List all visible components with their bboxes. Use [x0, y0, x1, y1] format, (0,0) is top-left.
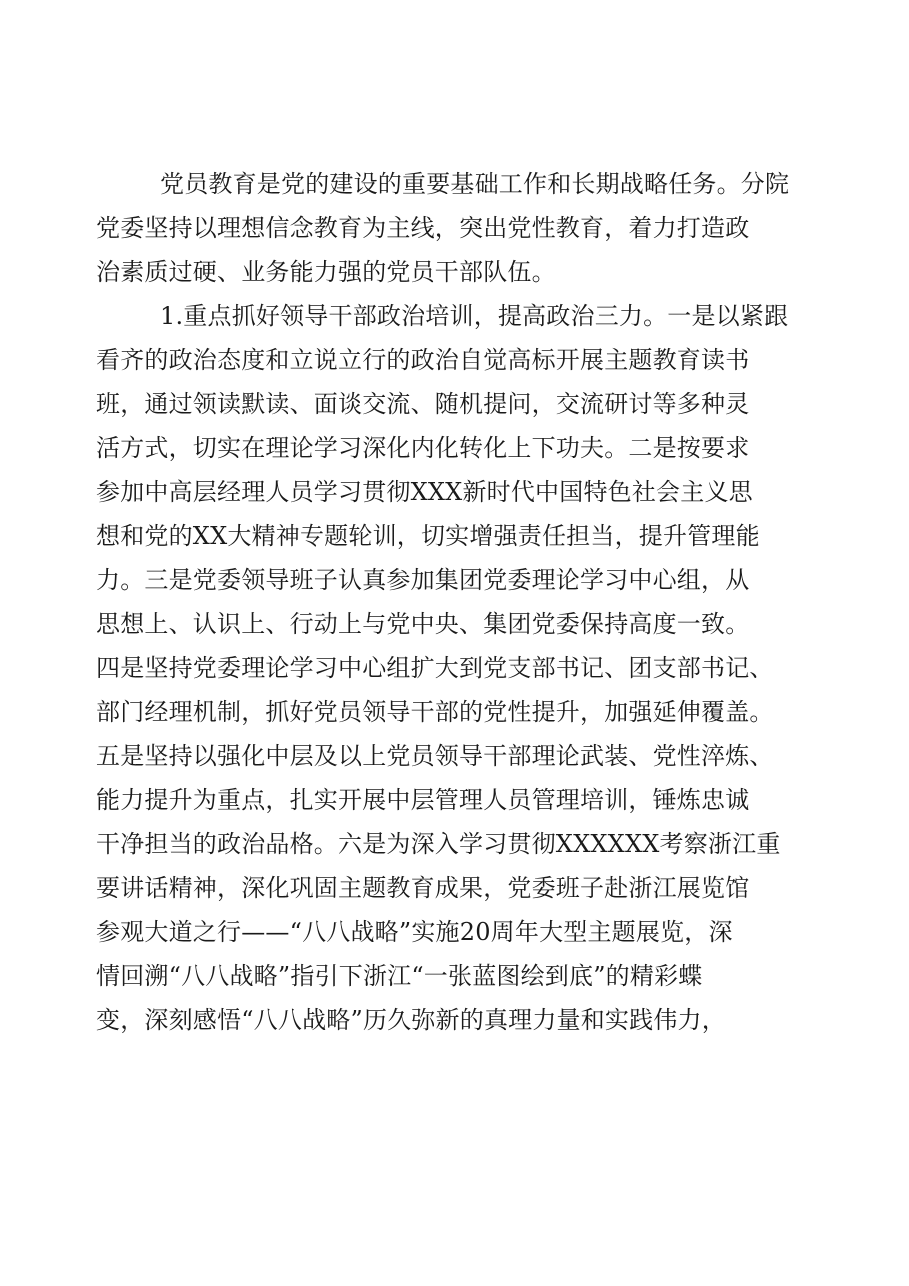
paragraph-intro: [96, 162, 826, 294]
text-line: 参加中高层经理人员学习贯彻XXX新时代中国特色社会主义思: [96, 478, 753, 506]
text-line: 能力提升为重点，扎实开展中层管理人员管理培训，锤炼忠诚: [96, 786, 750, 814]
text-line: 变，深刻感悟“八八战略”历久弥新的真理力量和实践伟力，: [96, 1006, 726, 1034]
text-line: 看齐的政治态度和立说立行的政治自觉高标开展主题教育读书: [96, 346, 750, 374]
text-line: 治素质过硬、业务能力强的党员干部队伍。: [96, 258, 556, 286]
text-line: 党员教育是党的建设的重要基础工作和长期战略任务。分院: [160, 170, 790, 198]
text-line: 想和党的XX大精神专题轮训，切实增强责任担当，提升管理能: [96, 522, 760, 550]
text-line: 党委坚持以理想信念教育为主线，突出党性教育，着力打造政: [96, 214, 750, 242]
text-line: 部门经理机制，抓好党员领导干部的党性提升，加强延伸覆盖。: [96, 698, 774, 726]
text-line: 活方式，切实在理论学习深化内化转化上下功夫。二是按要求: [96, 434, 750, 462]
text-line: 四是坚持党委理论学习中心组扩大到党支部书记、团支部书记、: [96, 654, 774, 682]
document-body: [96, 162, 826, 1042]
text-line: 要讲话精神，深化巩固主题教育成果，党委班子赴浙江展览馆: [96, 874, 750, 902]
text-line: 1.重点抓好领导干部政治培训，提高政治三力。一是以紧跟: [160, 302, 789, 330]
text-line: 思想上、认识上、行动上与党中央、集团党委保持高度一致。: [96, 610, 750, 638]
text-line: 力。三是党委领导班子认真参加集团党委理论学习中心组，从: [96, 566, 750, 594]
text-line: 班，通过领读默读、面谈交流、随机提问，交流研讨等多种灵: [96, 390, 750, 418]
text-line: 情回溯“八八战略”指引下浙江“一张蓝图绘到底”的精彩蝶: [96, 962, 703, 990]
paragraph-item-1: [96, 294, 826, 1042]
text-line: 参观大道之行——“八八战略”实施20周年大型主题展览，深: [96, 918, 733, 946]
text-line: 干净担当的政治品格。六是为深入学习贯彻XXXXXX考察浙江重: [96, 830, 781, 858]
text-line: 五是坚持以强化中层及以上党员领导干部理论武装、党性淬炼、: [96, 742, 774, 770]
